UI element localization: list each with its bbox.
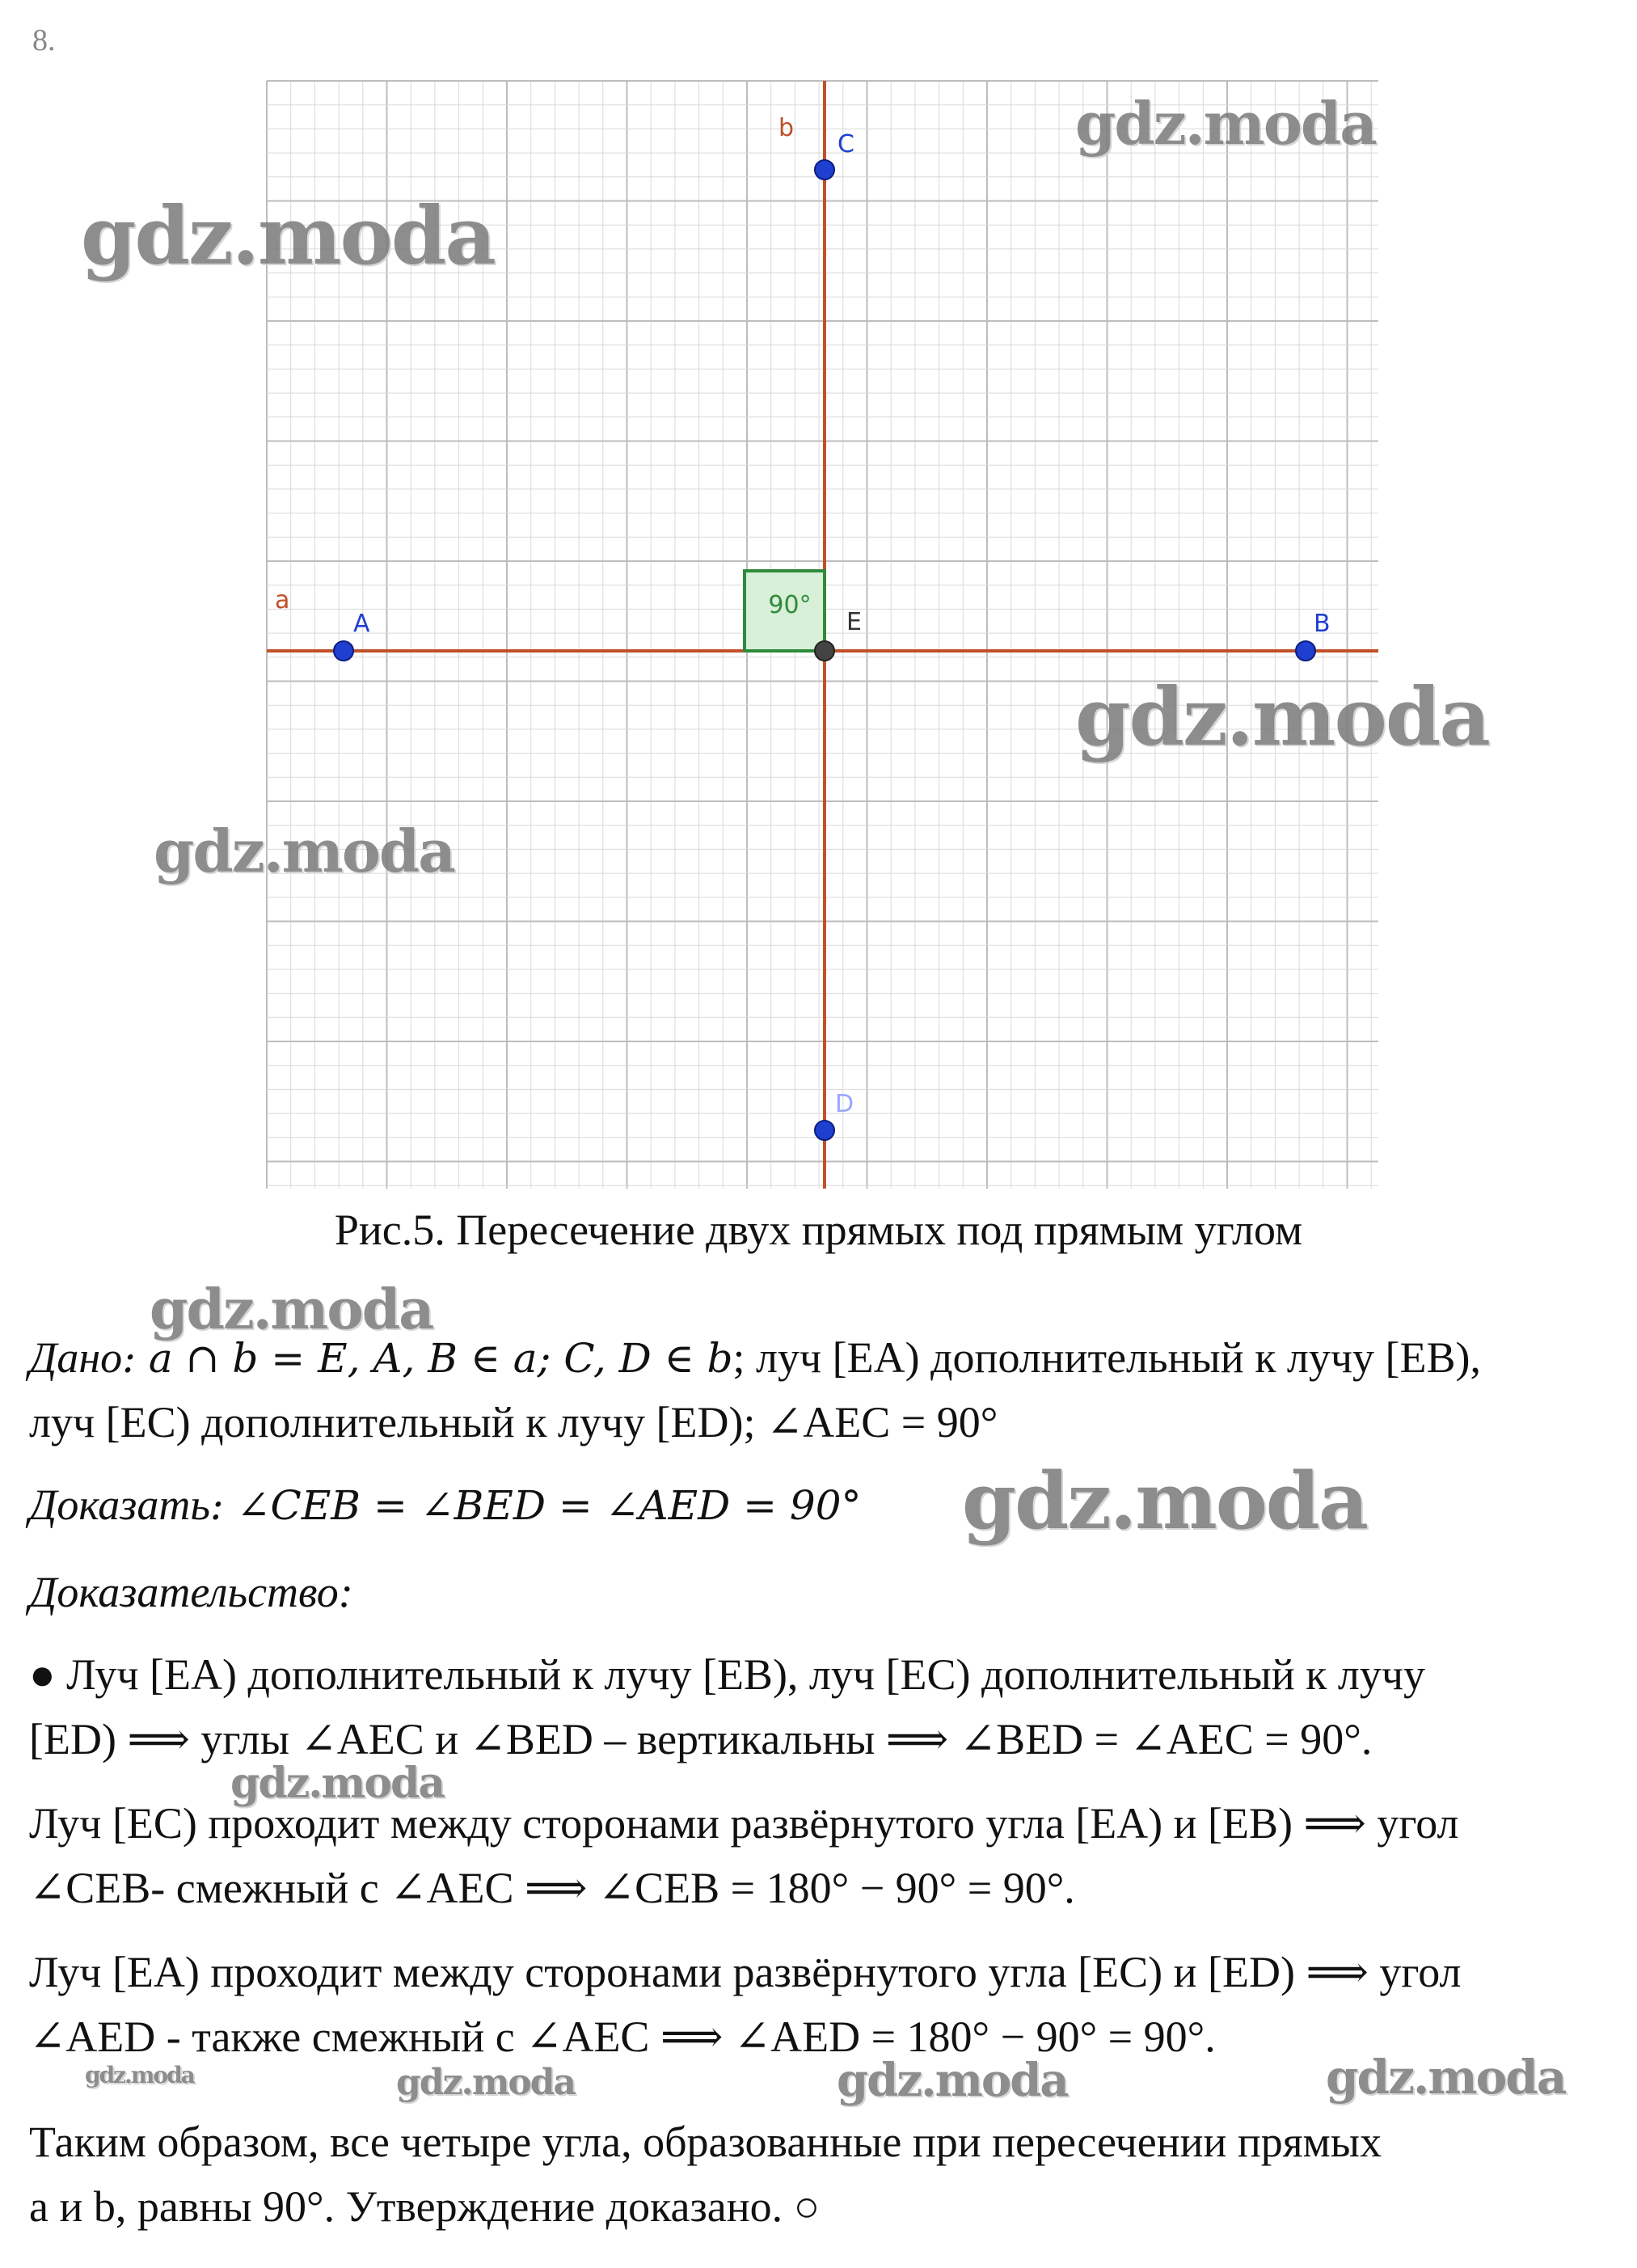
point-c-label: C bbox=[837, 130, 854, 158]
prove-math: : ∠CEB = ∠BED = ∠AED = 90° bbox=[209, 1482, 862, 1529]
given-label: Дано bbox=[29, 1333, 123, 1382]
point-e-label: E bbox=[846, 608, 862, 636]
proof-p4-line2: a и b, равны 90°. Утверждение доказано. ○ bbox=[29, 2182, 821, 2231]
point-a bbox=[334, 641, 353, 661]
watermark: gdz.moda bbox=[1326, 2050, 1566, 2105]
point-b-label: B bbox=[1314, 610, 1331, 638]
problem-number: 8. bbox=[32, 23, 56, 57]
watermark: gdz.moda bbox=[837, 2054, 1068, 2107]
watermark: gdz.moda bbox=[396, 2062, 576, 2103]
watermark: gdz.moda bbox=[1075, 671, 1489, 764]
proof-p4-line1: Таким образом, все четыре угла, образованные при пересечении прямых bbox=[29, 2118, 1382, 2166]
angle-label: 90° bbox=[768, 591, 812, 619]
point-e bbox=[815, 641, 834, 661]
watermark: gdz.moda bbox=[85, 2062, 194, 2089]
point-b bbox=[1296, 641, 1315, 661]
point-d-label: D bbox=[835, 1090, 854, 1118]
proof-label: Доказательство: bbox=[29, 1568, 353, 1616]
watermark: gdz.moda bbox=[1075, 89, 1376, 158]
proof-p2-line2: ∠CEB- смежный с ∠AEC ⟹ ∠CEB = 180° − 90° = 90°. bbox=[29, 1864, 1075, 1912]
point-c bbox=[815, 160, 834, 179]
given-line-2: луч [EC) дополнительный к лучу [ED); ∠AEC = 90° bbox=[29, 1398, 998, 1447]
proof-p1-line1: ● Луч [EA) дополнительный к лучу [EB), луч [EC) дополнительный к лучу bbox=[29, 1650, 1425, 1699]
proof-p3-line1: Луч [EA) проходит между сторонами развёрнутого угла [EC) и [ED) ⟹ угол bbox=[29, 1948, 1462, 1996]
proof-p3-line2: ∠AED - также смежный с ∠AEC ⟹ ∠AED = 180° − 90° = 90°. bbox=[29, 2012, 1216, 2061]
watermark: gdz.moda bbox=[150, 1278, 433, 1342]
watermark: gdz.moda bbox=[962, 1455, 1368, 1547]
watermark: gdz.moda bbox=[81, 190, 495, 283]
proof-p2-line1: Луч [EC) проходит между сторонами развёрнутого угла [EA) и [EB) ⟹ угол bbox=[29, 1799, 1459, 1848]
given-math: : a ∩ b = E, A, B ∈ a; C, D ∈ b bbox=[122, 1335, 733, 1382]
line-b-label: b bbox=[778, 114, 795, 142]
point-a-label: A bbox=[353, 610, 370, 638]
line-a-label: a bbox=[275, 586, 290, 615]
proof-p1-line2: [ED) ⟹ углы ∠AEC и ∠BED – вертикальны ⟹ ∠BED = ∠AEC = 90°. bbox=[29, 1715, 1373, 1763]
watermark: gdz.moda bbox=[154, 817, 454, 885]
watermark: gdz.moda bbox=[230, 1759, 445, 1808]
prove-line bbox=[29, 1473, 1614, 1537]
point-d bbox=[815, 1121, 834, 1140]
prove-label: Доказать bbox=[29, 1480, 210, 1529]
figure-caption: Рис.5. Пересечение двух прямых под прямым углом bbox=[334, 1206, 1303, 1254]
given-text: ; луч [EA) дополнительный к лучу [EB), bbox=[732, 1333, 1482, 1382]
